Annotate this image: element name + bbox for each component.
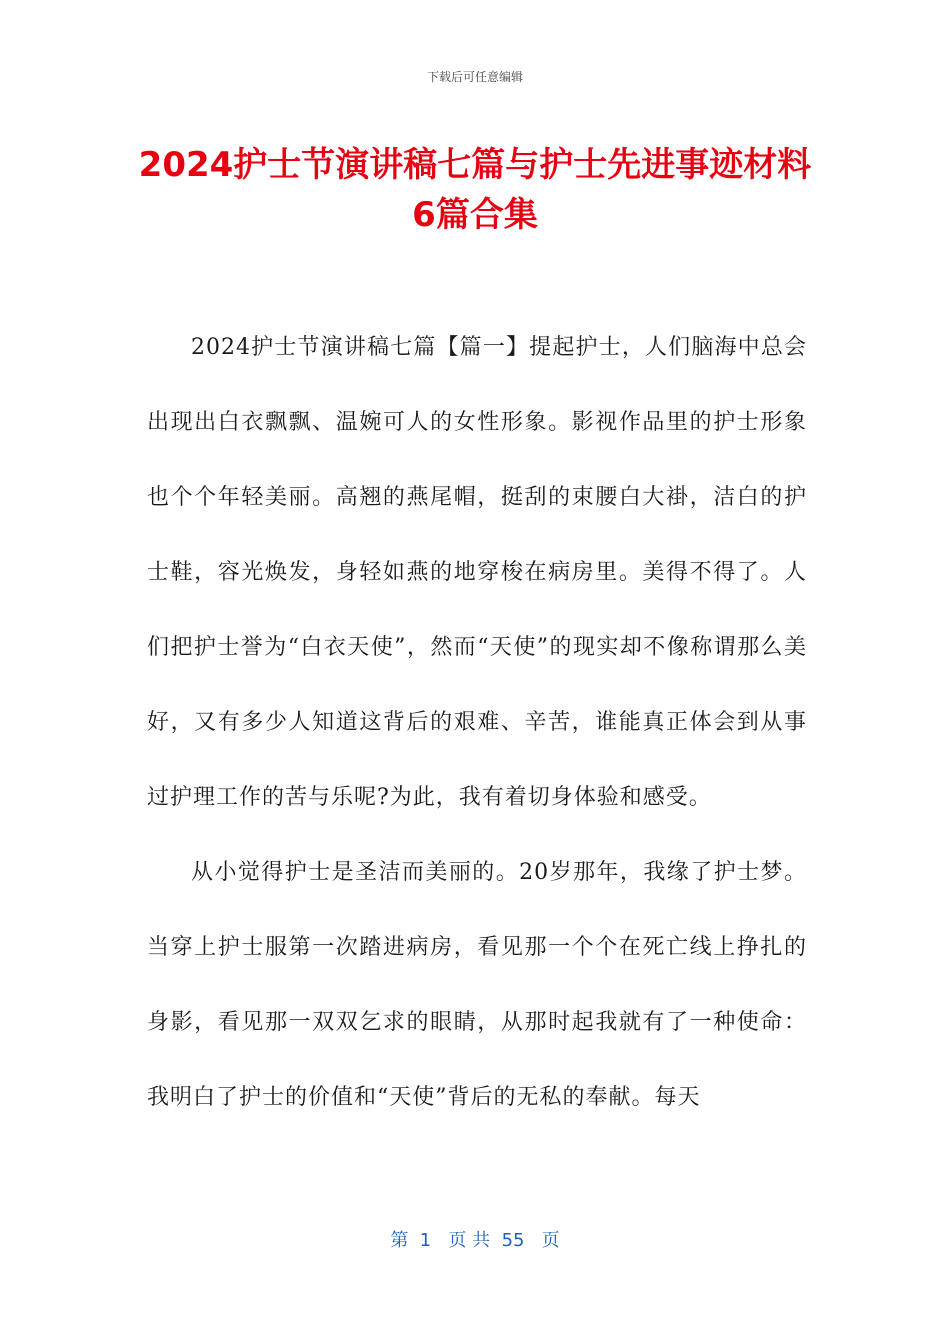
title-line-1: 2024护士节演讲稿七篇与护士先进事迹材料 <box>138 145 812 185</box>
document-title <box>60 140 890 240</box>
title-line-2: 6篇合集 <box>412 195 538 235</box>
paragraph: 从小觉得护士是圣洁而美丽的。20岁那年，我缘了护士梦。当穿上护士服第一次踏进病房，看见那一个个在死亡线上挣扎的身影，看见那一双双乞求的眼睛，从那时起我就有了一种使命：我明白了护士的价值和“天使”背后的无私的奉献。每天 <box>147 860 807 1110</box>
page-footer: 第 1 页 共 55 页 <box>390 1230 560 1251</box>
paragraph: 2024护士节演讲稿七篇【篇一】提起护士，人们脑海中总会出现出白衣飘飘、温婉可人的女性形象。影视作品里的护士形象也个个年轻美丽。高翘的燕尾帽，挺刮的束腰白大褂，洁白的护士鞋，容光焕发，身轻如燕的地穿梭在病房里。美得不得了。人们把护士誉为“白衣天使”，然而“天使”的现实却不像称谓那么美好，又有多少人知道这背后的艰难、辛苦，谁能真正体会到从事过护理工作的苦与乐呢?为此，我有着切身体验和感受。 <box>147 335 807 810</box>
header-note: 下载后可任意编辑 <box>426 70 523 84</box>
document-body <box>147 310 807 1135</box>
